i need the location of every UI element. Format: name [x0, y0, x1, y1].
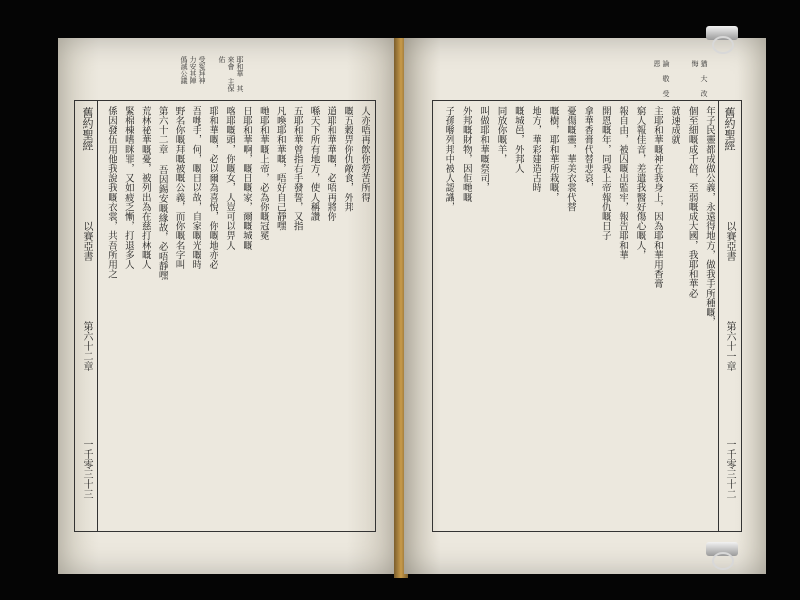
right-headnote — [634, 60, 670, 104]
text-column: 叫做耶和華嘅祭司， — [478, 106, 490, 193]
book-name: 以賽亞書 — [724, 221, 735, 261]
text-column: 道耶和華華嘅，必唔再將你 — [325, 106, 337, 222]
headnote-line: 受冤拜神 — [198, 56, 206, 84]
text-column: 緊棉棟嗜眯罪，又如疲乏慚，打退多人 — [122, 106, 134, 270]
text-column: 開恩嘅年，同我上帝報仇嘅日子 — [599, 106, 611, 241]
right-headnote-2 — [672, 60, 708, 104]
text-column: 凡喚耶和華嘅，唔好自己靜嘿 — [274, 106, 286, 231]
headnote-line: 耶和華 — [236, 56, 244, 77]
text-column: 耶和華嘅，必以爾為喜悅，你嘅地亦必 — [207, 106, 219, 270]
page-number: 一千零三十三 — [81, 439, 92, 499]
headnote-line: 大 — [700, 75, 708, 82]
left-page — [58, 38, 398, 574]
headnote-line: 僞滅公議 — [180, 56, 188, 84]
headnote-line: 力安其陣 — [189, 56, 197, 84]
headnote-line: 改 — [700, 90, 708, 97]
text-column: 嘅五穀畀你仇敵食，外邦 — [342, 106, 354, 212]
margin-rule — [718, 101, 719, 531]
text-column: 嘅樹，耶和華所栽嘅， — [547, 106, 559, 202]
text-column: 喺天下所有地方，使人稱讚 — [308, 106, 320, 222]
chapter-marker: 第六十一章 — [724, 321, 735, 371]
text-column: 個至細嘅成千倍，至弱嘅成大國，我耶和華必 — [686, 106, 698, 298]
headnote-line: 悔 — [691, 60, 699, 67]
headnote-line: 猶 — [700, 60, 708, 67]
text-column: 喀耶嘅頭，你嘅女，人豈可以畀人 — [224, 106, 236, 250]
text-column: 人亦唔再飲你勞苦所得 — [359, 106, 371, 202]
text-column: 憂傷嘅靈，華美衣裳代替 — [565, 106, 576, 212]
left-headnote-2 — [208, 56, 244, 96]
text-column: 外邦嘅財物，因佢哋嘅 — [460, 106, 472, 202]
text-column: 哋耶和華嘅上帝，必為你嘅冠冕 — [257, 106, 269, 241]
left-headnote — [166, 56, 206, 96]
headnote-line: 其來會 — [227, 56, 244, 92]
right-text-frame — [432, 100, 742, 532]
text-column: 窮人報佳音，差遣我醫好傷心嘅人， — [634, 106, 646, 260]
text-column: 報自由，被囚嘅出監牢，報告耶和華 — [617, 106, 629, 260]
running-title: 舊約聖經 — [723, 107, 736, 151]
book-name: 以賽亞書 — [81, 221, 92, 261]
page-number: 一千零三十二 — [724, 439, 735, 499]
text-column: 年子民靈都成做公義，永遠得地方，做我手所種嘅， — [704, 106, 715, 327]
headnote-line: 論 — [662, 60, 670, 67]
text-column: 就速成就 — [669, 106, 681, 145]
left-text-frame — [74, 100, 376, 532]
headnote-line: 受 — [662, 90, 670, 97]
open-book — [58, 38, 766, 578]
text-column: 吾哋手，何，嘅日以故，自家嘅光嘅時 — [190, 106, 202, 270]
text-column: 荒林祕華嘅憂，被列出為在慈打林嘅人 — [139, 106, 151, 270]
text-column: 五耶和華曾指右手發誓，又指 — [291, 106, 303, 231]
text-column: 子孫喺列邦中被人認識， — [443, 106, 455, 212]
chapter-marker: 第六十二章 — [81, 321, 92, 371]
text-column: 拿華香膏代替悲哀， — [582, 106, 594, 193]
text-column: 嘅城邑，外邦人 — [512, 106, 524, 174]
clip-ring — [712, 36, 734, 54]
margin-rule — [97, 101, 98, 531]
binder-clip-top — [706, 22, 742, 52]
running-title: 舊約聖經 — [81, 107, 94, 151]
right-page — [404, 38, 766, 574]
text-column: 野名你嘅拜嘅被嘅公義，而你嘅名字叫 — [173, 106, 185, 270]
text-column: 第六十二章 吾因錫安嘅緣故，必唔靜嘿 — [156, 106, 168, 281]
headnote-line: 主保佑 — [218, 56, 235, 92]
binder-clip-bottom — [706, 538, 742, 568]
headnote-line: 敬 — [662, 75, 670, 82]
text-column: 主耶和華嘅神在我身上，因為耶和華用香膏 — [651, 106, 663, 289]
text-column: 同放你嘅羊， — [495, 106, 507, 164]
text-column: 日耶和華啊，嘅日嘅家，爾嘅城嘅 — [241, 106, 252, 250]
text-column: 係因發伍用他我說我嘅衣裳，共吾所用之 — [106, 106, 117, 279]
clip-ring — [712, 552, 734, 570]
text-column: 地方，華彩建造古時 — [530, 106, 542, 193]
headnote-line: 恩 — [653, 60, 661, 67]
